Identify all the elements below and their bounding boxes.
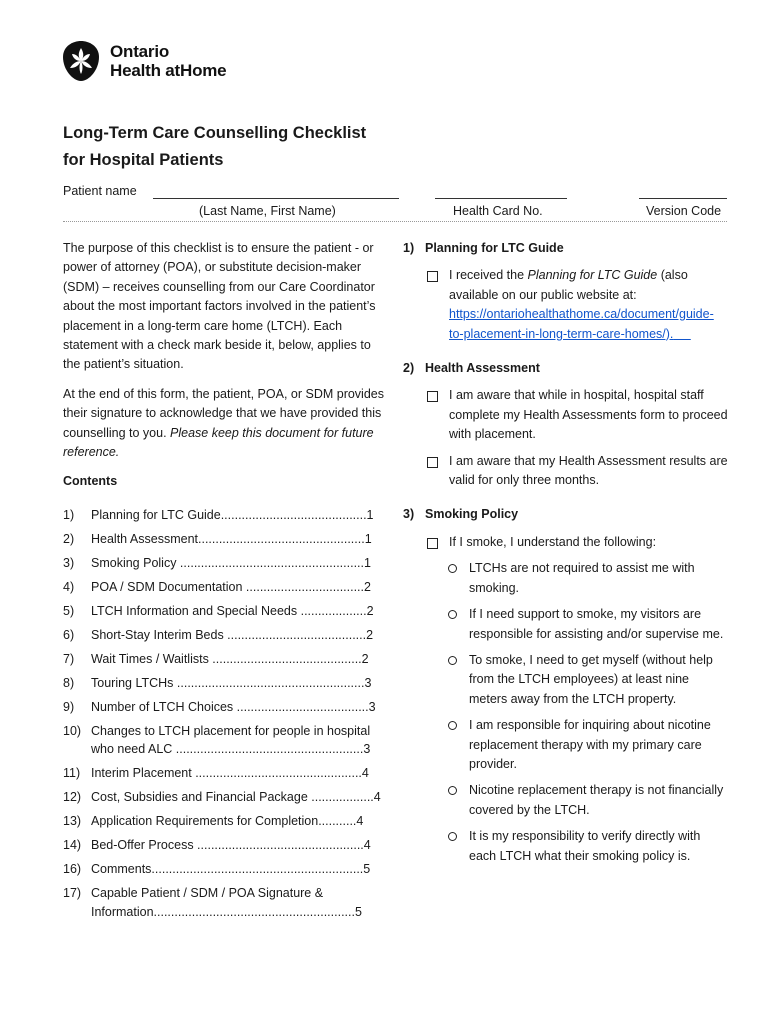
- contents-item-number: 13): [63, 814, 82, 829]
- radio-circle-icon[interactable]: [448, 832, 457, 841]
- page-title-line-2: for Hospital Patients: [63, 151, 224, 169]
- sub-item: [448, 827, 728, 866]
- health-card-caption: Health Card No.: [453, 204, 543, 218]
- intro-paragraph-2-text: At the end of this form, the patient, POA, or SDM provides their signature to acknowledge that we have provided this counselling to you.: [63, 386, 384, 440]
- contents-list: [63, 506, 388, 922]
- radio-circle-icon[interactable]: [448, 721, 457, 730]
- contents-item-number: 11): [63, 766, 81, 781]
- contents-item-text: Touring LTCHs ......................................................3: [91, 675, 372, 690]
- checkbox[interactable]: [427, 271, 438, 282]
- contents-item-number: 7): [63, 651, 75, 666]
- item-text-a: I received the: [449, 268, 528, 283]
- contents-item-number: 12): [63, 790, 82, 805]
- radio-circle-icon[interactable]: [448, 786, 457, 795]
- checklist-item-text: I am aware that while in hospital, hospital staff complete my Health Assessments form to proceed with placement.: [449, 388, 728, 442]
- radio-circle-icon[interactable]: [448, 656, 457, 665]
- contents-item-text: Bed-Offer Process ................................................4: [91, 838, 371, 853]
- contents-item-number: 17): [63, 886, 82, 901]
- contents-item-text: Wait Times / Waitlists ...........................................2: [91, 651, 369, 666]
- checklist-item: [427, 266, 728, 344]
- checklist-item-text: If I smoke, I understand the following:: [449, 534, 657, 549]
- contents-item-text: Changes to LTCH placement for people in hospital who need ALC ......................................................3: [91, 723, 371, 757]
- contents-item-text: POA / SDM Documentation ..................................2: [91, 579, 371, 594]
- contents-item[interactable]: [63, 554, 388, 573]
- contents-item-number: 1): [63, 507, 75, 522]
- contents-item[interactable]: [63, 650, 388, 669]
- section-number: 2): [403, 361, 415, 376]
- sub-item-text: It is my responsibility to verify directly with each LTCH what their smoking policy is.: [469, 829, 701, 863]
- logo-wordmark: [110, 42, 226, 80]
- contents-item[interactable]: [63, 674, 388, 693]
- sub-item: [448, 781, 728, 820]
- item-text-c: (also available on our public website at:: [449, 268, 688, 302]
- contents-item-text: Short-Stay Interim Beds ........................................2: [91, 627, 374, 642]
- guide-link[interactable]: https://ontariohealthathome.ca/document/guide-to-placement-in-long-term-care-homes/).: [449, 307, 714, 341]
- sub-item-text: I am responsible for inquiring about nicotine replacement therapy with my primary care provider.: [469, 718, 711, 771]
- divider: [63, 221, 727, 222]
- patient-info-row: [63, 184, 727, 222]
- health-card-field[interactable]: [435, 198, 567, 199]
- contents-item-text: Capable Patient / SDM / POA Signature & Information..........................................................5: [91, 886, 362, 919]
- contents-item[interactable]: [63, 698, 388, 717]
- contents-item-number: 3): [63, 555, 75, 570]
- sub-item: [448, 559, 728, 598]
- contents-item-number: 2): [63, 531, 75, 546]
- contents-item-text: Comments.............................................................5: [91, 862, 371, 877]
- contents-item[interactable]: [63, 788, 388, 807]
- contents-item-text: Interim Placement ................................................4: [91, 766, 369, 781]
- contents-item-number: 6): [63, 627, 75, 642]
- sub-item: [448, 605, 728, 644]
- contents-item-text: Number of LTCH Choices ......................................3: [91, 699, 376, 714]
- section-number: 1): [403, 241, 415, 255]
- section-title: Planning for LTC Guide: [425, 241, 564, 255]
- patient-name-caption: (Last Name, First Name): [199, 204, 336, 218]
- sub-item: [448, 716, 728, 774]
- intro-paragraph-2-emphasis: Please keep this document for future reference.: [63, 425, 374, 460]
- checklist-item-text: I am aware that my Health Assessment results are valid for only three months.: [449, 453, 728, 488]
- intro-paragraph-1: The purpose of this checklist is to ensure the patient - or power of attorney (POA), or substitute decision-maker (SDM) – receives counselling from our Care Coordinator about the most important factors involved in the patient’s placement in a long-term care home (LTCH). Each statement with a check mark beside it, below, applies to the patient’s situation.: [63, 241, 376, 372]
- contents-item-text: Health Assessment................................................1: [91, 531, 372, 546]
- contents-item-number: 10): [63, 723, 82, 738]
- trillium-logo-icon: [62, 40, 100, 82]
- left-column: [63, 239, 388, 927]
- contents-item[interactable]: [63, 884, 388, 921]
- page-title-line-1: Long-Term Care Counselling Checklist: [63, 124, 367, 142]
- checklist-item: [427, 386, 728, 444]
- contents-item[interactable]: [63, 602, 388, 621]
- radio-circle-icon[interactable]: [448, 610, 457, 619]
- contents-item-number: 14): [63, 838, 82, 853]
- contents-item[interactable]: [63, 860, 388, 879]
- checkbox[interactable]: [427, 538, 438, 549]
- contents-item-number: 9): [63, 699, 75, 714]
- section-title: Health Assessment: [425, 361, 540, 376]
- checklist-item: [427, 533, 728, 552]
- sub-item-text: LTCHs are not required to assist me with smoking.: [469, 561, 695, 595]
- page-title: [63, 120, 366, 174]
- right-column: [403, 239, 728, 873]
- version-code-field[interactable]: [639, 198, 727, 199]
- section-heading-planning: [403, 239, 728, 258]
- contents-item[interactable]: [63, 506, 388, 525]
- contents-item-text: Application Requirements for Completion...........4: [91, 814, 364, 829]
- sub-item-text: If I need support to smoke, my visitors are responsible for assisting and/or supervise me.: [469, 607, 724, 641]
- contents-item[interactable]: [63, 836, 388, 855]
- section-number: 3): [403, 507, 415, 522]
- patient-name-label: Patient name: [63, 184, 137, 198]
- guide-title: Planning for LTC Guide: [527, 268, 658, 283]
- contents-item-number: 4): [63, 579, 75, 594]
- patient-name-field[interactable]: [153, 198, 399, 199]
- section-title: Smoking Policy: [425, 507, 519, 522]
- ontario-health-athome-logo: [62, 40, 226, 82]
- contents-item-text: Cost, Subsidies and Financial Package ..................4: [91, 790, 381, 805]
- checkbox[interactable]: [427, 391, 438, 402]
- section-heading-smoking-policy: [403, 505, 728, 524]
- contents-item-text: Smoking Policy .....................................................1: [91, 555, 371, 570]
- contents-heading: Contents: [63, 474, 118, 489]
- contents-item[interactable]: [63, 722, 388, 759]
- contents-item-number: 5): [63, 603, 75, 618]
- logo-line-2: Health atHome: [110, 61, 227, 80]
- contents-item[interactable]: [63, 530, 388, 549]
- contents-item[interactable]: [63, 764, 388, 783]
- contents-item[interactable]: [63, 812, 388, 831]
- guide-link-tail: [673, 327, 690, 341]
- checkbox[interactable]: [427, 457, 438, 468]
- section-heading-health-assessment: [403, 359, 728, 378]
- contents-item[interactable]: [63, 578, 388, 597]
- smoking-sub-items: [403, 559, 728, 866]
- intro-paragraph-2: [63, 385, 388, 463]
- version-code-caption: Version Code: [646, 204, 722, 218]
- contents-item-text: Planning for LTC Guide..........................................1: [91, 507, 374, 522]
- sub-item-text: Nicotine replacement therapy is not financially covered by the LTCH.: [469, 783, 724, 817]
- contents-item-number: 8): [63, 675, 75, 690]
- logo-line-1: Ontario: [110, 42, 170, 61]
- contents-item[interactable]: [63, 626, 388, 645]
- checklist-item-text: [449, 266, 728, 344]
- checklist-item: [427, 452, 728, 491]
- contents-item-number: 16): [63, 862, 82, 877]
- sub-item-text: To smoke, I need to get myself (without help from the LTCH employees) at least nine meters away from the LTCH property.: [469, 652, 713, 706]
- contents-item-text: LTCH Information and Special Needs ...................2: [91, 603, 374, 618]
- radio-circle-icon[interactable]: [448, 564, 457, 573]
- sub-item: [448, 651, 728, 709]
